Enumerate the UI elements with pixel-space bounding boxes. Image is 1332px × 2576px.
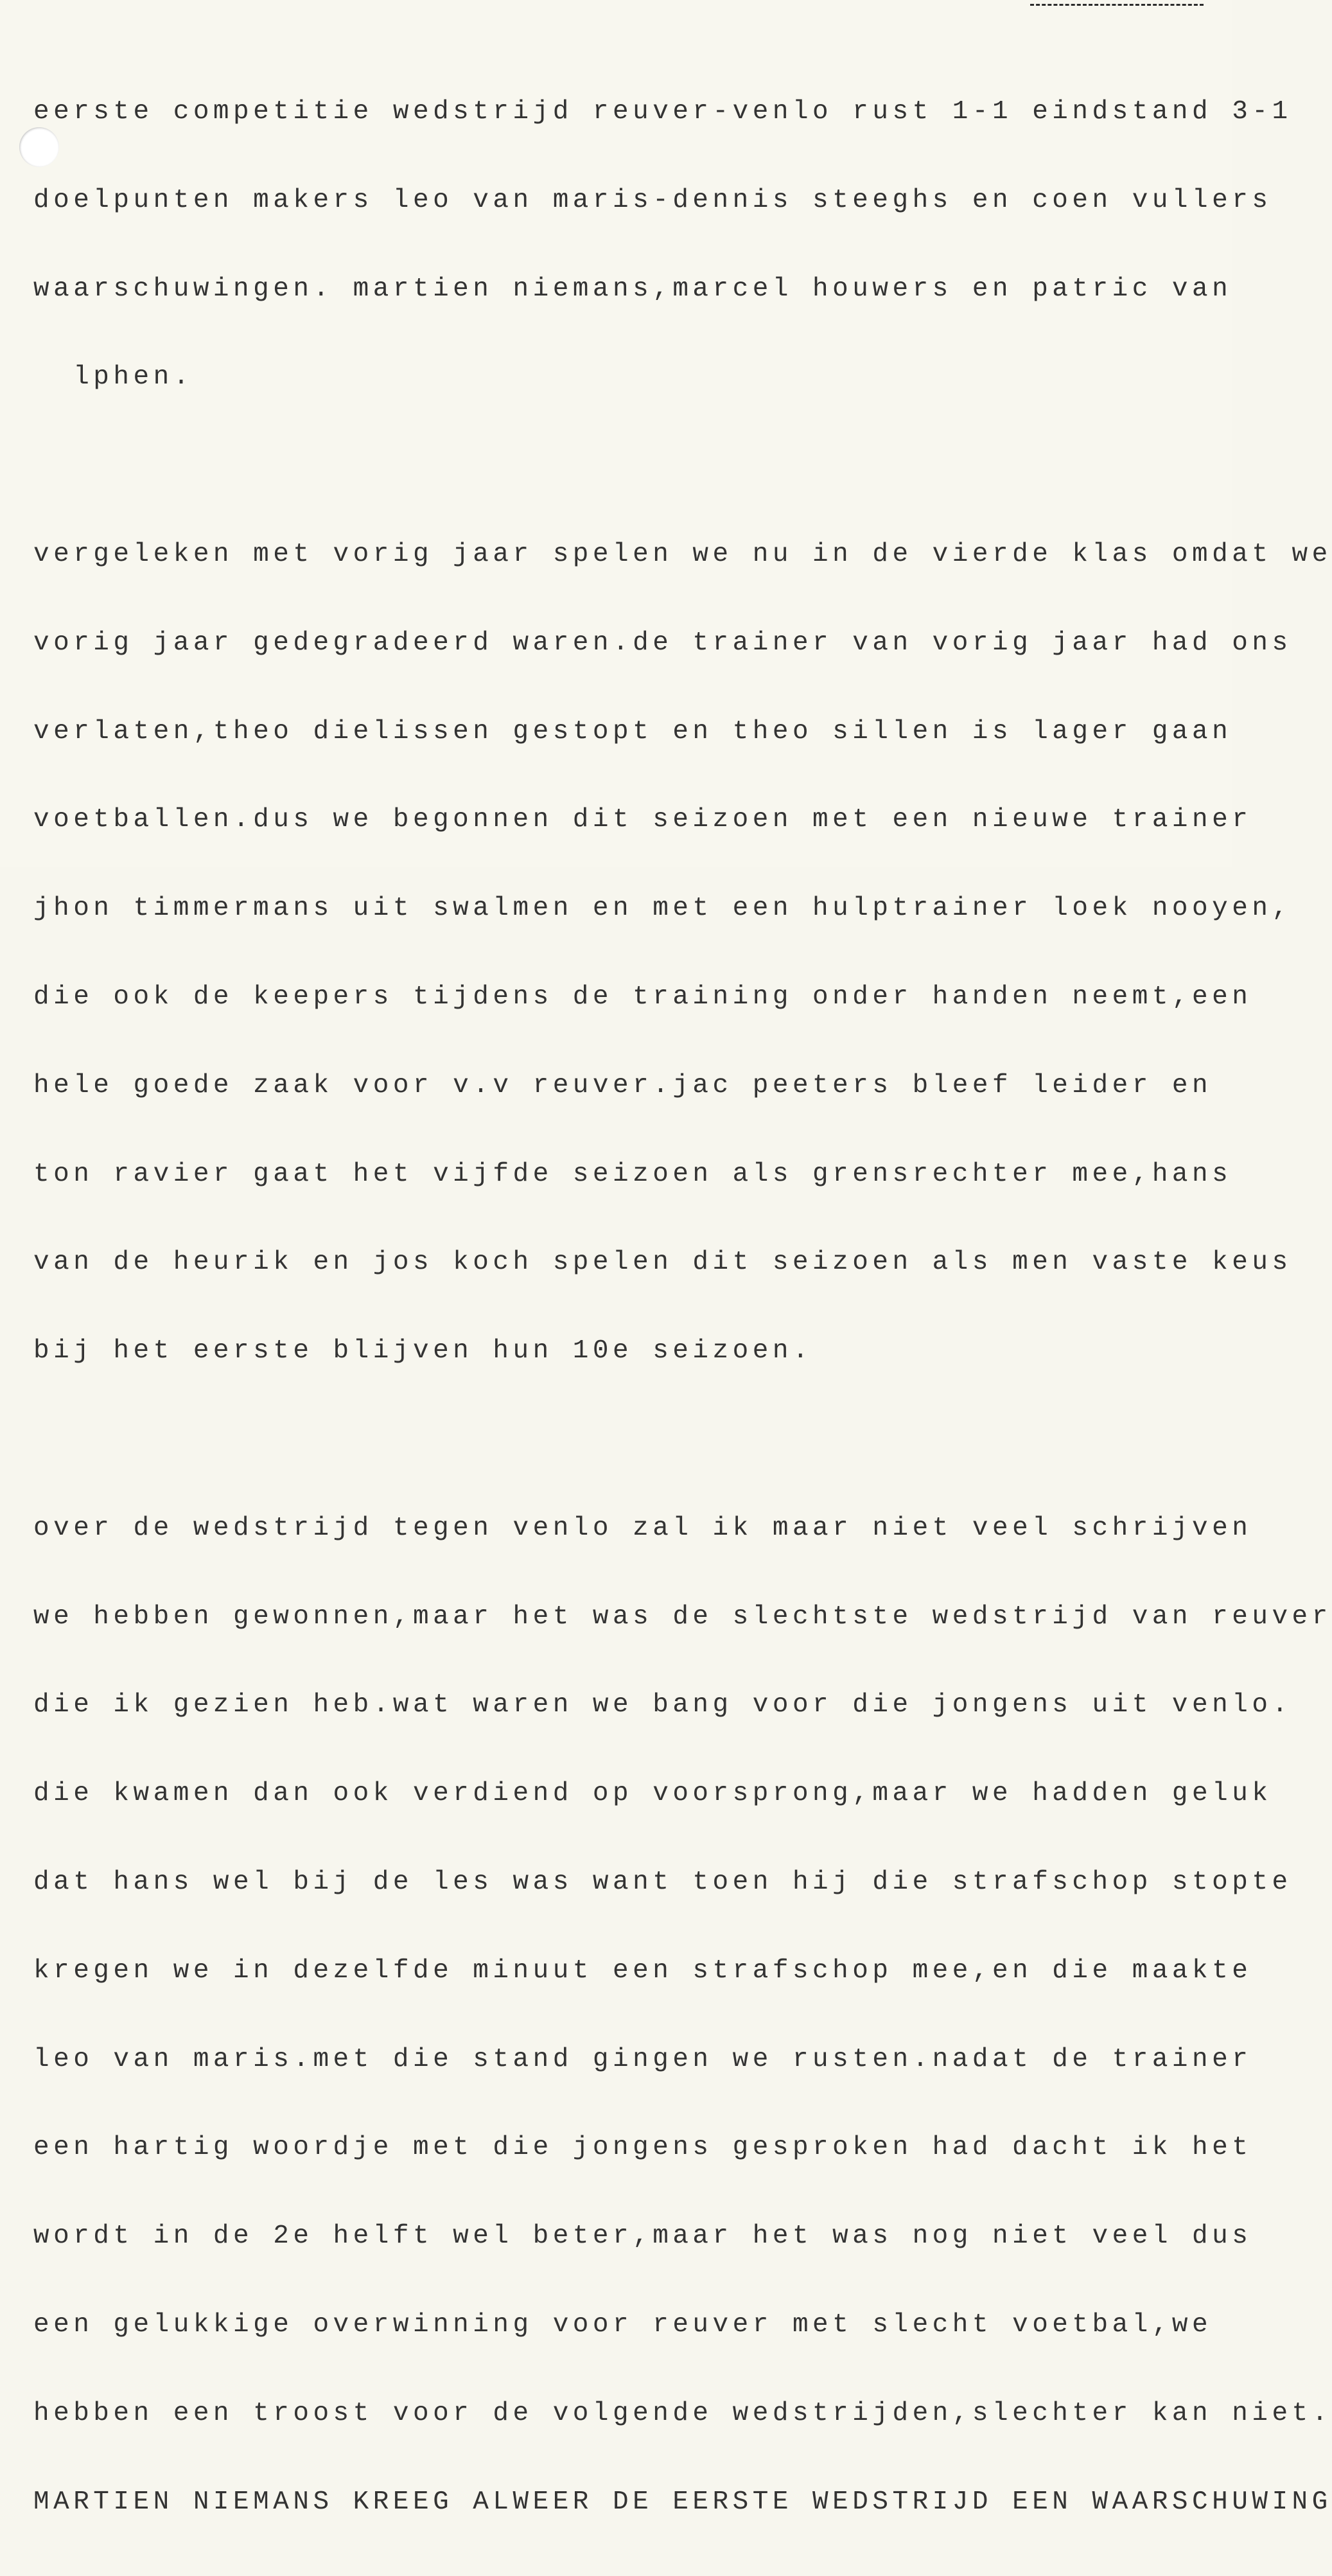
text-line: die kwamen dan ook verdiend op voorsprong,maar we hadden geluk [33, 1779, 1272, 1809]
text-line: waarschuwingen. martien niemans,marcel houwers en patric van [33, 274, 1232, 304]
text-line: hele goede zaak voor v.v reuver.jac peeters bleef leider en [33, 1070, 1213, 1100]
text-line: MARTIEN NIEMANS KREEG ALWEER DE EERSTE WEDSTRIJD EEN WAARSCHUWING [33, 2487, 1332, 2517]
text-line: die ik gezien heb.wat waren we bang voor die jongens uit venlo. [33, 1690, 1292, 1720]
typed-text-body [33, 39, 1332, 2576]
text-line: vergeleken met vorig jaar spelen we nu in de vierde klas omdat we [33, 539, 1332, 569]
text-line: die ook de keepers tijdens de training onder handen neemt,een [33, 982, 1252, 1012]
text-line: een gelukkige overwinning voor reuver met slecht voetbal,we [33, 2309, 1213, 2340]
text-line: een hartig woordje met die jongens gesproken had dacht ik het [33, 2133, 1252, 2163]
text-line: hebben een troost voor de volgende wedstrijden,slechter kan niet. [33, 2398, 1332, 2428]
text-line: doelpunten makers leo van maris-dennis steeghs en coen vullers [33, 185, 1272, 215]
paragraph-gap [33, 452, 1228, 481]
text-line: bij het eerste blijven hun 10e seizoen. [33, 1336, 813, 1366]
text-line: verlaten,theo dielissen gestopt en theo sillen is lager gaan [33, 716, 1232, 746]
text-line: voetballen.dus we begonnen dit seizoen met een nieuwe trainer [33, 805, 1252, 835]
top-edge-mark [1030, 0, 1204, 6]
text-line: vorig jaar gedegradeerd waren.de trainer van vorig jaar had ons [33, 628, 1292, 658]
text-line: van de heurik en jos koch spelen dit seizoen als men vaste keus [33, 1248, 1292, 1278]
text-line: wordt in de 2e helft wel beter,maar het was nog niet veel dus [33, 2221, 1252, 2252]
paragraph-gap [33, 1425, 1228, 1455]
text-line: eerste competitie wedstrijd reuver-venlo rust 1-1 eindstand 3-1 [33, 97, 1292, 127]
text-line: leo van maris.met die stand gingen we rusten.nadat de trainer [33, 2044, 1252, 2074]
text-line: ton ravier gaat het vijfde seizoen als grensrechter mee,hans [33, 1159, 1232, 1189]
text-line: lphen. [33, 362, 193, 393]
text-line: dat hans wel bij de les was want toen hij die strafschop stopte [33, 1867, 1292, 1897]
text-line: over de wedstrijd tegen venlo zal ik maar niet veel schrijven [33, 1513, 1252, 1543]
text-line: jhon timmermans uit swalmen en met een hulptrainer loek nooyen, [33, 894, 1292, 924]
text-line: we hebben gewonnen,maar het was de slechtste wedstrijd van reuver [33, 1601, 1332, 1632]
text-line: kregen we in dezelfde minuut een strafschop mee,en die maakte [33, 1955, 1252, 1986]
